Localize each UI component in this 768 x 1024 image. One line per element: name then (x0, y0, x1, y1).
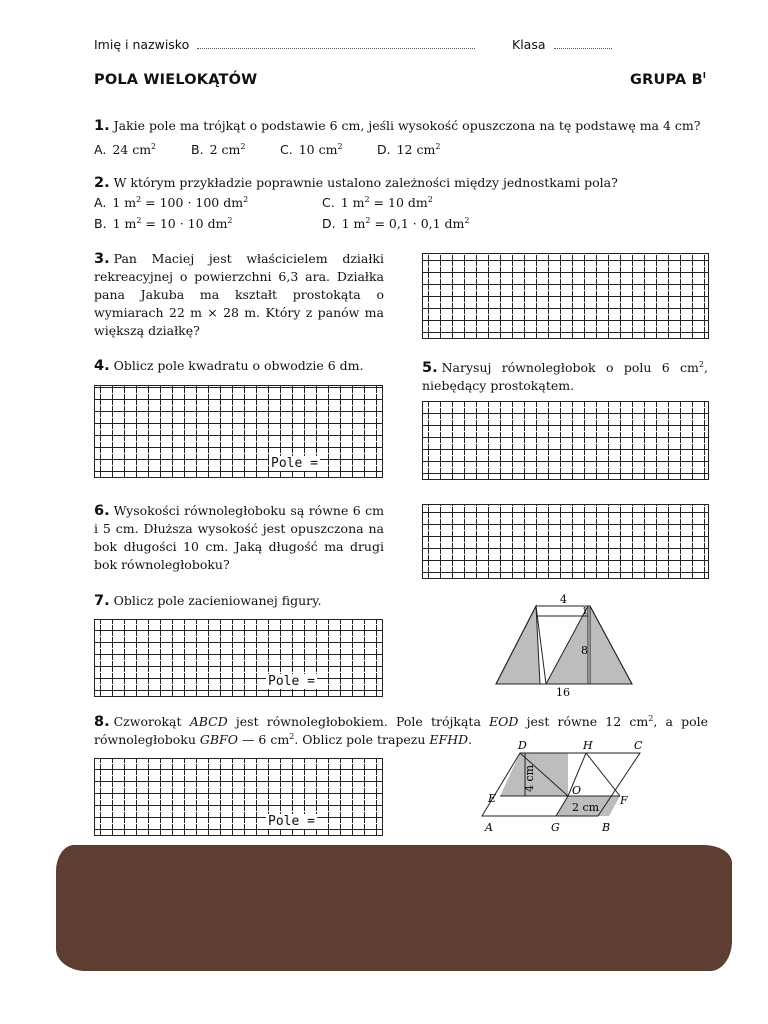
answer-grid-q3[interactable] (422, 253, 709, 339)
answer-letter: B. (191, 142, 204, 157)
question-number: 8. (94, 714, 110, 730)
question-5 (422, 359, 708, 395)
answer-part: = 0,1 · 0,1 dm (370, 216, 465, 231)
label-h: H (583, 739, 593, 752)
shaded-left-triangle (496, 606, 540, 684)
answer-sup: 2 (243, 194, 249, 204)
group-label (630, 72, 706, 88)
class-dotted-line (554, 38, 612, 49)
answer-sup: 2 (337, 141, 343, 151)
label-height: 8 (581, 644, 588, 657)
class-label: Klasa (512, 37, 546, 52)
q1-answer-c (280, 142, 343, 157)
q2-answer-b (94, 216, 233, 231)
group-label-sup: I (702, 71, 707, 81)
answer-letter: B. (94, 216, 107, 231)
answer-sup: 2 (365, 215, 371, 225)
label-o: O (572, 784, 582, 797)
answer-part: = 100 · 100 dm (141, 195, 244, 210)
label-height-4cm: 4 cm (523, 764, 536, 792)
answer-part: 1 m (341, 216, 366, 231)
answer-letter: D. (322, 216, 336, 231)
label-small: 1 (582, 607, 588, 617)
answer-value: 2 cm (209, 142, 241, 157)
q2-answer-a (94, 195, 248, 210)
answer-letter: A. (94, 142, 107, 157)
label-base: 16 (556, 686, 570, 699)
answer-value: 24 cm (112, 142, 152, 157)
answer-sup: 2 (364, 194, 370, 204)
text: jest równoległobokiem. Pole trójkąta (227, 714, 490, 729)
answer-sup: 2 (427, 194, 433, 204)
question-7 (94, 592, 394, 610)
text: — 6 cm (237, 732, 290, 747)
label-top: 4 (560, 593, 567, 606)
question-text: W którym przykładzie poprawnie ustalono zależności między jednostkami pola? (113, 175, 618, 190)
question-number: 7. (94, 593, 110, 609)
question-text-cont: , niebędący prostokątem. (422, 360, 708, 393)
sup: 2 (648, 713, 654, 723)
redaction-brush-stroke (56, 845, 732, 971)
answer-grid-q6[interactable] (422, 504, 709, 579)
name-label: Imię i nazwisko (94, 37, 190, 52)
question-6 (94, 502, 384, 574)
label-g: G (551, 821, 560, 834)
answer-value: 10 cm (298, 142, 338, 157)
label-width-2cm: 2 cm (572, 801, 600, 814)
q2-answer-c (322, 195, 433, 210)
question-2 (94, 174, 708, 192)
label-a: A (485, 821, 493, 834)
answer-sup: 2 (136, 194, 142, 204)
answer-letter: D. (377, 142, 391, 157)
answer-part: 1 m (340, 195, 365, 210)
question-number: 4. (94, 358, 110, 374)
result-label-q7: Pole = (268, 674, 315, 689)
class-field (512, 37, 612, 52)
answer-part: = 10 · 10 dm (141, 216, 228, 231)
page-title: POLA WIELOKĄTÓW (94, 72, 258, 88)
question-text: Narysuj równoległobok o polu 6 cm (441, 360, 699, 375)
answer-grid-q5[interactable] (422, 401, 709, 480)
answer-letter: C. (280, 142, 293, 157)
answer-sup: 2 (464, 215, 470, 225)
answer-grid-q4[interactable] (94, 385, 383, 478)
q1-answer-d (377, 142, 440, 157)
question-number: 1. (94, 118, 110, 134)
var: ABCD (189, 714, 228, 729)
result-label-q4: Pole = (271, 456, 318, 471)
q7-trapezoid-figure (490, 592, 640, 700)
label-c: C (634, 739, 643, 752)
label-d: D (518, 739, 527, 752)
label-f: F (620, 794, 628, 807)
answer-letter: A. (94, 195, 107, 210)
question-text: Pan Maciej jest właścicielem działki rekreacyjnej o powierzchni 6,3 ara. Działka pana Jakuba ma kształt prostokąta o wymiarach 22 m × 28 m. Który z panów ma większą działkę? (94, 251, 384, 338)
answer-sup: 2 (151, 141, 157, 151)
label-b: B (602, 821, 611, 834)
question-text: Jakie pole ma trójkąt o podstawie 6 cm, jeśli wysokość opuszczona na tę podstawę ma 4 cm? (113, 118, 701, 133)
answer-sup: 2 (240, 141, 246, 151)
sup: 2 (289, 731, 295, 741)
question-text: Oblicz pole zacieniowanej figury. (113, 593, 322, 608)
q1-answer-b (191, 142, 245, 157)
question-1 (94, 117, 708, 135)
text: . Oblicz pole trapezu (294, 732, 430, 747)
q2-answer-d (322, 216, 470, 231)
text: jest równe 12 cm (518, 714, 649, 729)
line-hf (586, 753, 620, 796)
question-text: Oblicz pole kwadratu o obwodzie 6 dm. (113, 358, 364, 373)
question-4 (94, 357, 394, 375)
q1-answer-a (94, 142, 156, 157)
question-number: 6. (94, 503, 110, 519)
text: , a pole równoległoboku (94, 714, 708, 747)
answer-grid-q7[interactable] (94, 619, 383, 697)
name-field (94, 37, 475, 52)
answer-part: = 10 dm (369, 195, 428, 210)
text: Czworokąt (113, 714, 190, 729)
question-text: Wysokości równoległoboku są równe 6 cm i 5 cm. Dłuższa wysokość jest opuszczona na bok długości 10 cm. Jaką długość ma drugi bok równoległoboku? (94, 503, 384, 572)
var: EFHD (429, 732, 469, 747)
answer-letter: C. (322, 195, 335, 210)
answer-sup: 2 (227, 215, 233, 225)
text: . (468, 732, 473, 747)
answer-value: 12 cm (396, 142, 436, 157)
question-number: 5. (422, 360, 438, 376)
question-3 (94, 250, 384, 340)
answer-sup: 2 (136, 215, 142, 225)
var: EOD (489, 714, 519, 729)
answer-part: 1 m (112, 195, 137, 210)
question-number: 3. (94, 251, 110, 267)
answer-grid-q8[interactable] (94, 758, 383, 836)
q8-parallelogram-figure (480, 736, 650, 838)
answer-part: 1 m (112, 216, 137, 231)
name-dotted-line (197, 38, 475, 49)
question-number: 2. (94, 175, 110, 191)
var: GBFO (199, 732, 238, 747)
answer-sup: 2 (435, 141, 441, 151)
result-label-q8: Pole = (268, 814, 315, 829)
label-e: E (488, 792, 497, 805)
group-label-text: GRUPA B (630, 72, 703, 88)
question-sup: 2 (698, 359, 705, 369)
